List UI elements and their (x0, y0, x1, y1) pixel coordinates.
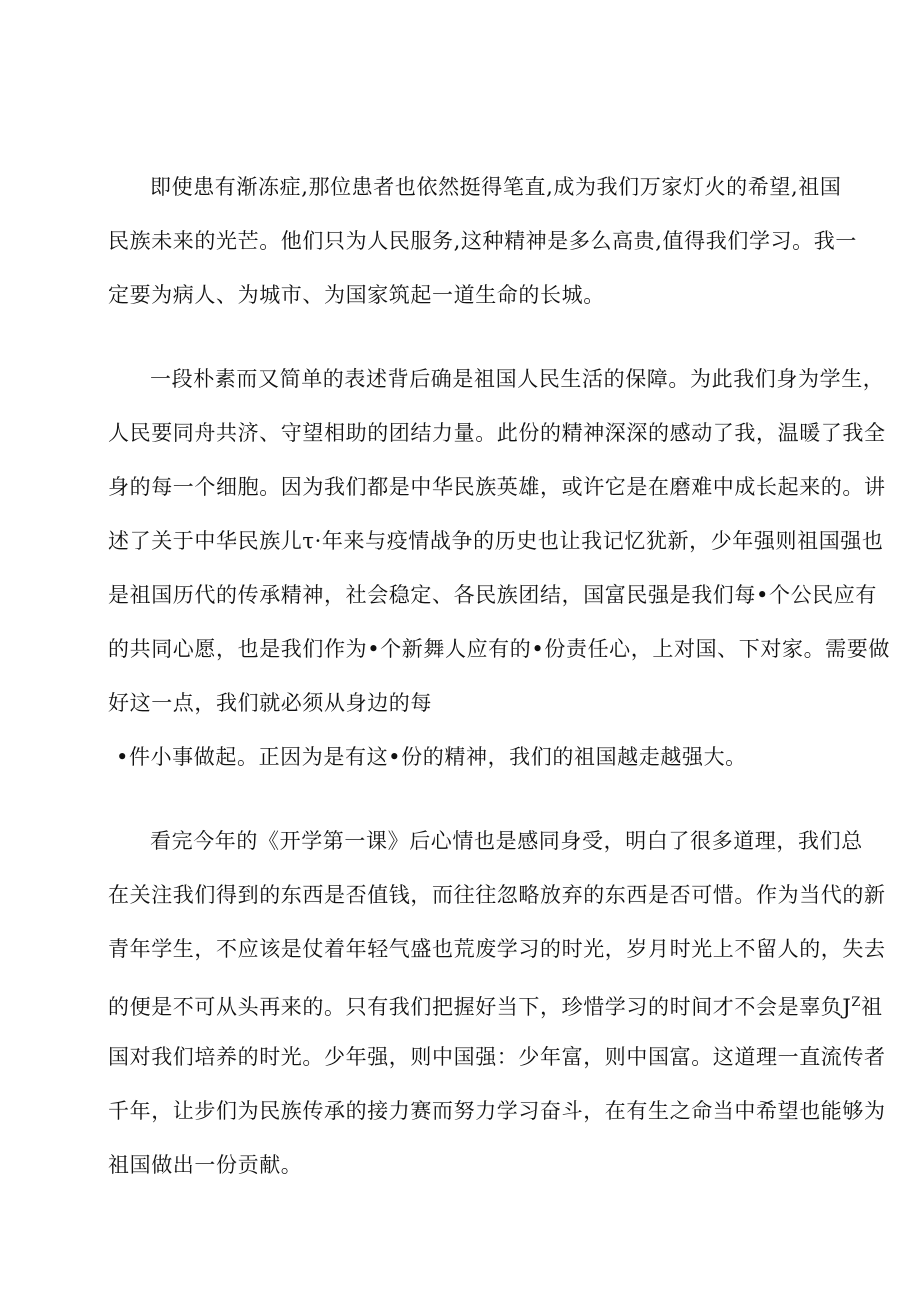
paragraph-1-line-3: 定要为病人、为城市、为国家筑起一道生命的长城。 (108, 283, 605, 307)
paragraph-2-line-3: 身的每一个细胞。因为我们都是中华民族英雄，或许它是在磨难中成长起来的。讲 (108, 475, 886, 499)
paragraph-2-line-6: 的共同心愿，也是我们作为•个新舞人应有的•份责任心，上对国、下对家。需要做 (108, 637, 890, 661)
paragraph-2-line-2: 人民要同舟共济、守望相助的团结力量。此份的精神深深的感动了我，温暖了我全 (108, 421, 886, 445)
paragraph-3-line-4-text: 的便是不可从头再来的。只有我们把握好当下，珍惜学习的时间才不会是辜负J (108, 995, 852, 1019)
paragraph-3-line-7: 祖国做出一份贡献。 (108, 1153, 303, 1177)
paragraph-3-line-3: 青年学生，不应该是仗着年轻气盛也荒废学习的时光，岁月时光上不留人的，失去 (108, 937, 886, 961)
paragraph-3-line-6: 千年，让步们为民族传承的接力赛而努力学习奋斗，在有生之命当中希望也能够为 (108, 1099, 886, 1123)
superscript-z: Z (851, 995, 862, 1010)
paragraph-1-line-2: 民族未来的光芒。他们只为人民服务,这种精神是多么高贵,值得我们学习。我一 (108, 229, 857, 253)
paragraph-2-line-4: 述了关于中华民族儿τ·年来与疫情战争的历史也让我记忆犹新，少年强则祖国强也 (108, 529, 884, 553)
paragraph-1-line-1: 即使患有渐冻症,那位患者也依然挺得笔直,成为我们万家灯火的希望,祖国 (150, 175, 842, 199)
paragraph-2-line-1: 一段朴素而又简单的表述背后确是祖国人民生活的保障。为此我们身为学生， (150, 367, 885, 391)
paragraph-3-line-4 (108, 988, 883, 1022)
paragraph-2-line-8: •件小事做起。正因为是有这•份的精神，我们的祖国越走越强大。 (116, 745, 747, 769)
paragraph-3-line-1: 看完今年的《开学第一课》后心情也是感同身受，明白了很多道理，我们总 (150, 829, 863, 853)
paragraph-3-line-5: 国对我们培养的时光。少年强，则中国强：少年富，则中国富。这道理一直流传者 (108, 1045, 886, 1069)
paragraph-2-line-7: 好这一点，我们就必须从身边的每 (108, 691, 432, 715)
paragraph-3-line-4-tail: 祖 (861, 995, 883, 1019)
paragraph-3-line-2: 在关注我们得到的东西是否值钱，而往往忽略放弃的东西是否可惜。作为当代的新 (108, 883, 886, 907)
paragraph-2-line-5: 是祖国历代的传承精神，社会稳定、各民族团结，国富民强是我们每•个公民应有 (108, 583, 877, 607)
